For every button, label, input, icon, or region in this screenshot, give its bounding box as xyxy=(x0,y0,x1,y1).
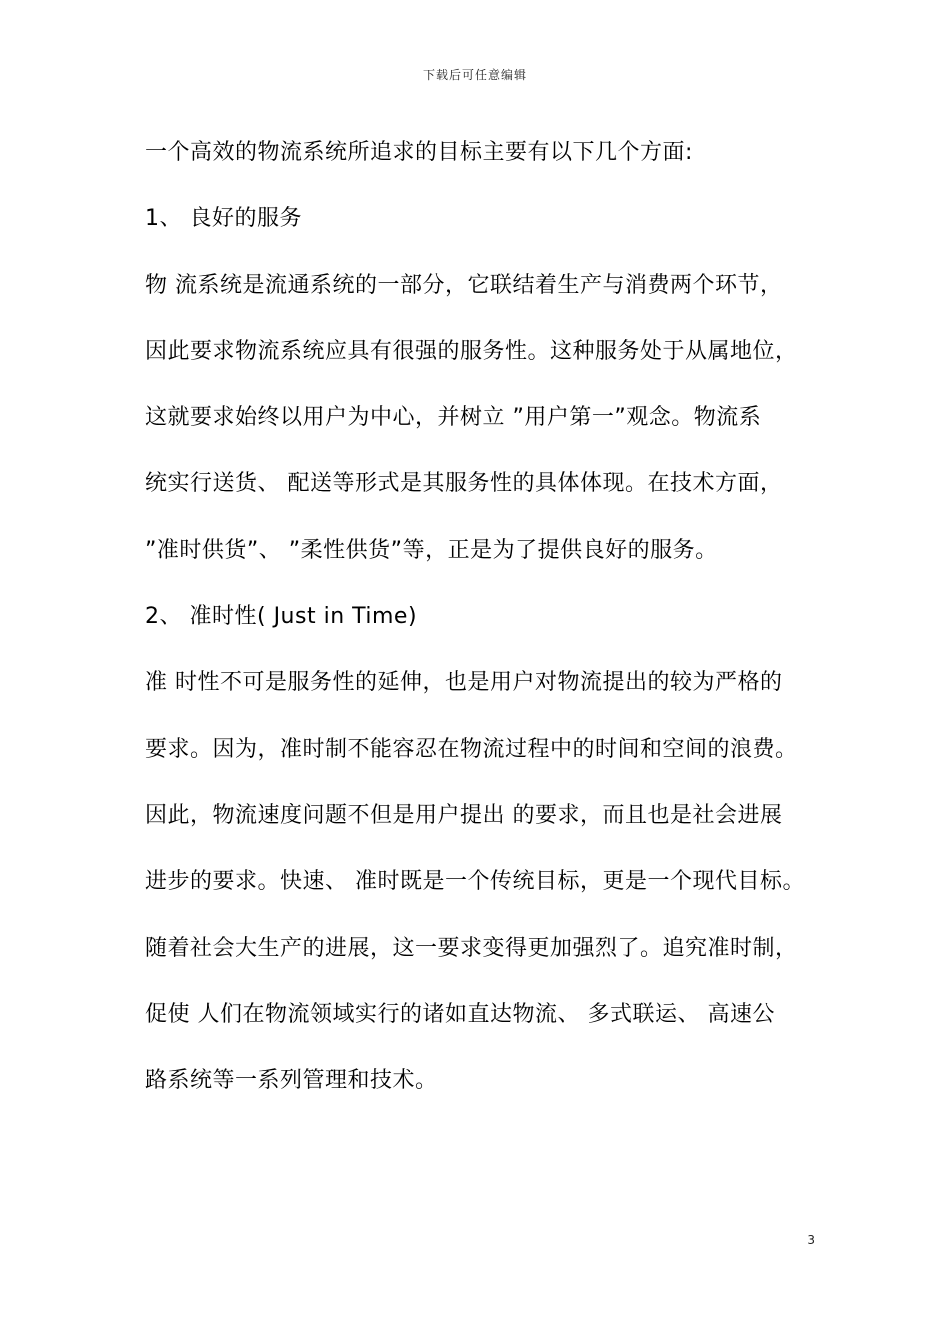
paragraph-line: 因此，物流速度问题不但是用户提出 的要求，而且也是社会进展 xyxy=(145,802,783,828)
paragraph-line: 这就要求始终以用户为中心，并树立 ”用户第一”观念。物流系 xyxy=(145,405,762,431)
paragraph-line: 进步的要求。快速、 准时既是一个传统目标，更是一个现代目标。 xyxy=(145,869,805,895)
paragraph-line: 因此要求物流系统应具有很强的服务性。这种服务处于从属地位， xyxy=(145,338,798,364)
paragraph-line: 准 时性不可是服务性的延伸，也是用户对物流提出的较为严格的 xyxy=(145,670,783,696)
paragraph-line: 促使 人们在物流领域实行的诸如直达物流、 多式联运、 高速公 xyxy=(145,1001,775,1027)
paragraph-line: 随着社会大生产的进展，这一要求变得更加强烈了。追究准时制， xyxy=(145,935,798,961)
paragraph-line: 路系统等一系列管理和技术。 xyxy=(145,1068,438,1094)
section-heading-service: 1、 良好的服务 xyxy=(145,206,302,232)
paragraph-line: 物 流系统是流通系统的一部分，它联结着生产与消费两个环节， xyxy=(145,272,783,298)
page-number: 3 xyxy=(807,1233,815,1247)
paragraph-line: 统实行送货、 配送等形式是其服务性的具体体现。在技术方面， xyxy=(145,471,783,497)
section-heading-timeliness: 2、 准时性( Just in Time) xyxy=(145,604,418,630)
paragraph-line: ”准时供货”、 ”柔性供货”等，正是为了提供良好的服务。 xyxy=(145,537,718,563)
document-body xyxy=(145,133,835,1127)
header-note: 下载后可任意编辑 xyxy=(422,68,527,82)
paragraph-line: 要求。因为，准时制不能容忍在物流过程中的时间和空间的浪费。 xyxy=(145,736,798,762)
intro-line: 一个高效的物流系统所追求的目标主要有以下几个方面: xyxy=(145,140,693,165)
